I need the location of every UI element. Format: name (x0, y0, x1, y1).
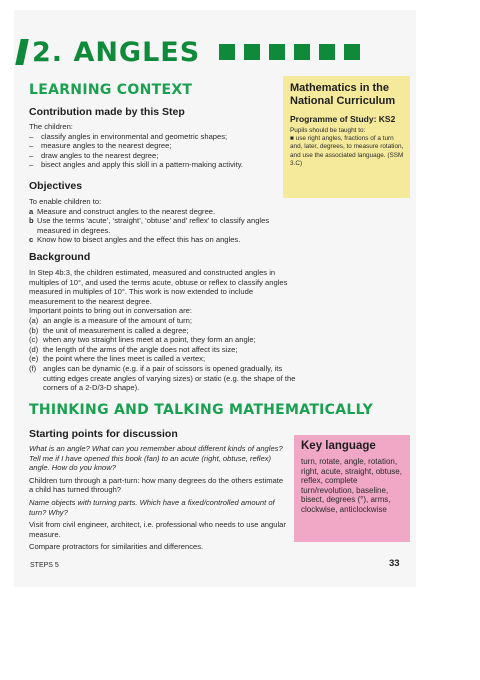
decorative-square (294, 44, 310, 60)
contribution-list (29, 122, 279, 170)
list-item: c Know how to bisect angles and the effect this has on angles. (29, 235, 241, 245)
list-item: (f) angles can be dynamic (e.g. if a pair of scissors is opened gradually, its cutting edges create angles of varying sizes) or static (e.g. the shape of the corners of a 2-D/3-D shape). (29, 363, 296, 393)
background-heading: Background (29, 251, 91, 263)
list-item: (e) the point where the lines meet is called a vertex; (29, 354, 206, 364)
list-item: – classify angles in environmental and geometric shapes; (29, 131, 228, 141)
discussion-prompt: What is an angle? What can you remember about different kinds of angles? Tell me if I have opened this book (fan) to an acute (right, obtuse, reflex) angle. How do you know? (29, 444, 283, 473)
page-title: 2. ANGLES (32, 36, 201, 68)
curriculum-intro: Pupils should be taught to: (290, 127, 366, 134)
contribution-heading: Contribution made by this Step (29, 106, 185, 118)
title-bar (18, 37, 360, 67)
programme-of-study: Programme of Study: KS2 (290, 114, 396, 124)
curriculum-text (290, 127, 406, 168)
book-page (14, 10, 416, 587)
list-item: (c) when any two straight lines meet at a point, they form an angle; (29, 335, 256, 345)
starting-points-text (29, 444, 287, 552)
discussion-prompt: Name objects with turning parts. Which have a fixed/controlled amount of turn? Why? (29, 497, 275, 517)
list-item: (b) the unit of measurement is called a degree; (29, 325, 189, 335)
bullet-icon: ■ (290, 135, 296, 143)
objectives-intro: To enable children to: (29, 197, 102, 206)
list-item: – bisect angles and apply this skill in a pattern-making activity. (29, 160, 244, 170)
discussion-prompt: Children turn through a part-turn: how many degrees do the others estimate a child has turned through? (29, 475, 284, 495)
objectives-list (29, 197, 294, 245)
key-language-title: Key language (301, 440, 376, 452)
objectives-heading: Objectives (29, 180, 83, 192)
discussion-prompt: Compare protractors for similarities and differences. (29, 542, 204, 552)
national-curriculum-title: Mathematics in the National Curriculum (290, 82, 396, 107)
background-text (29, 268, 297, 393)
decorative-square (269, 44, 285, 60)
decorative-square (319, 44, 335, 60)
starting-points-heading: Starting points for discussion (29, 428, 178, 440)
list-item: (a) an angle is a measure of the amount of turn; (29, 315, 193, 325)
list-item: a Measure and construct angles to the nearest degree. (29, 206, 216, 216)
list-item: b Use the terms ‘acute’, ‘straight’, ‘obtuse’ and’ reflex’ to classify angles measured in degrees. (29, 216, 270, 235)
list-item: (d) the length of the arms of the angle does not affect its size; (29, 344, 238, 354)
discussion-prompt: Visit from civil engineer, architect, i.e. professional who needs to use angular measure. (29, 520, 286, 539)
key-language-box (294, 435, 410, 542)
learning-context-heading: LEARNING CONTEXT (29, 82, 193, 98)
national-curriculum-box (283, 76, 410, 198)
thinking-heading: THINKING AND TALKING MATHEMATICALLY (29, 402, 374, 418)
key-language-terms: turn, rotate, angle, rotation, right, acute, straight, obtuse, reflex, complete turn/revolution, baseline, bisect, degrees (°), arms, clockwise, anticlockwise (301, 457, 402, 514)
list-item: – draw angles to the nearest degree; (29, 150, 159, 160)
title-stripe (15, 39, 29, 65)
page-number: 33 (389, 558, 400, 569)
decorative-square (244, 44, 260, 60)
footer-series: STEPS 5 (30, 562, 59, 569)
list-item: – measure angles to the nearest degree; (29, 141, 172, 151)
curriculum-point: ■ use right angles, fractions of a turn and, later, degrees, to measure rotation, and use the associated language. (SSM 3.C) (290, 135, 404, 167)
decorative-square (344, 44, 360, 60)
background-points-intro: Important points to bring out in conversation are: (29, 306, 192, 316)
contribution-intro: The children: (29, 122, 73, 131)
background-paragraph: In Step 4b:3, the children estimated, measured and constructed angles in multiples of 10°, and used the terms acute, obtuse or reflex to classify angles measured in multiples of 10°. This work is now extended to include measurement to the nearest degree. (29, 268, 288, 306)
decorative-square (219, 44, 235, 60)
